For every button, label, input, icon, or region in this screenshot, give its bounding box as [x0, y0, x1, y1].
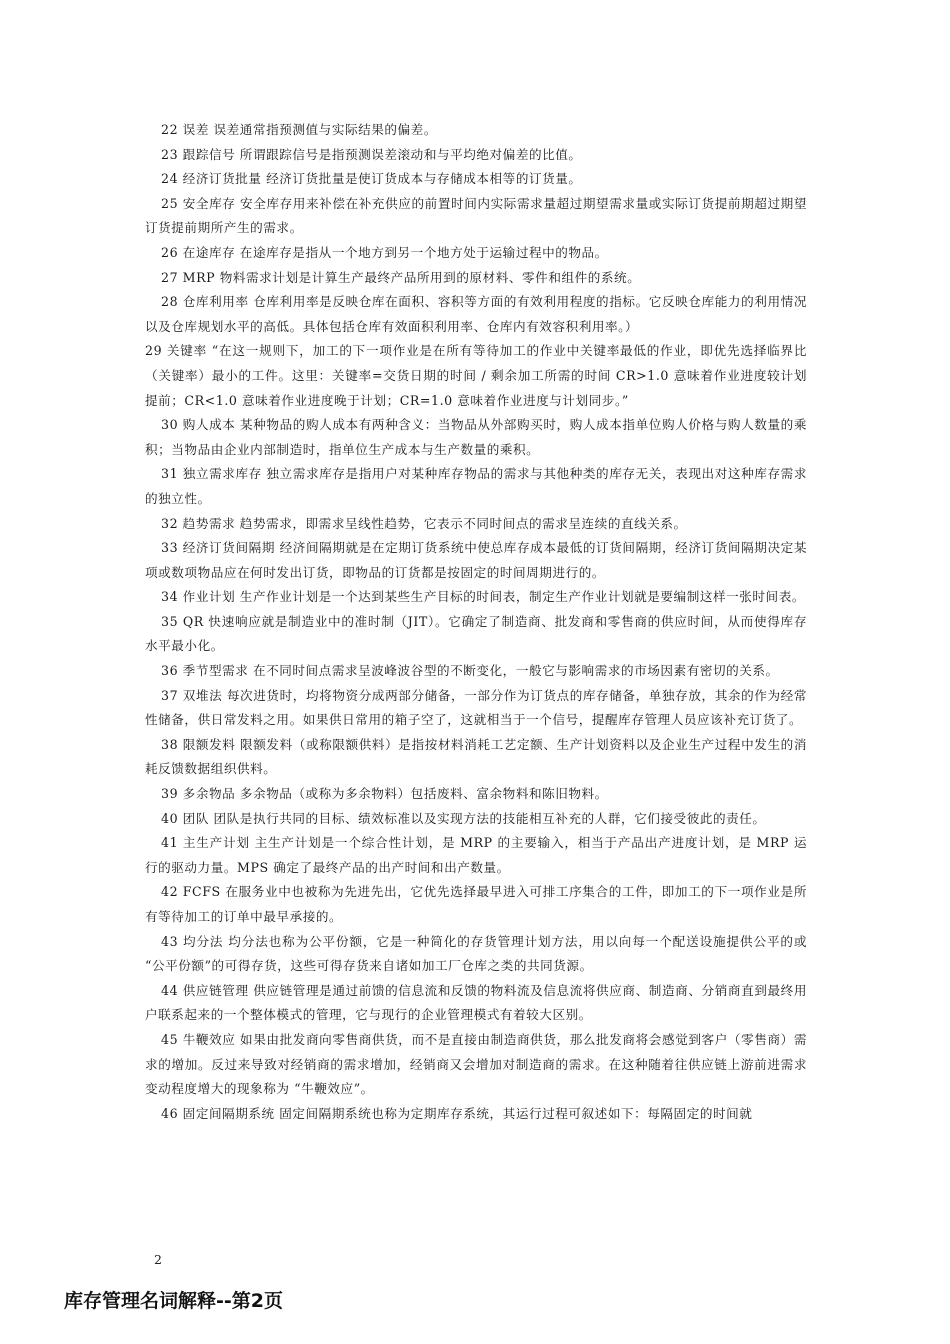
glossary-entry: 31 独立需求库存 独立需求库存是指用户对某种库存物品的需求与其他种类的库存无关，表现出对这种库存需求的独立性。	[145, 466, 807, 506]
glossary-entry: 28 仓库利用率 仓库利用率是反映仓库在面积、容积等方面的有效利用程度的指标。它反映仓库能力的利用情况以及仓库规划水平的高低。具体包括仓库有效面积利用率、仓库内有效容积利用率。）	[145, 294, 807, 334]
glossary-entry: 45 牛鞭效应 如果由批发商向零售商供货，而不是直接由制造商供货，那么批发商将会感觉到客户（零售商）需求的增加。反过来导致对经销商的需求增加，经销商又会增加对制造商的需求。在这种随着往供应链上游前进需求变动程度增大的现象称为 “牛鞭效应”。	[145, 1031, 807, 1097]
glossary-entry: 33 经济订货间隔期 经济间隔期就是在定期订货系统中使总库存成本最低的订货间隔期，经济订货间隔期决定某项或数项物品应在何时发出订货，即物品的订货都是按固定的时间周期进行的。	[145, 540, 807, 580]
glossary-entry: 34 作业计划 生产作业计划是一个达到某些生产目标的时间表，制定生产作业计划就是要编制这样一张时间表。	[161, 589, 805, 605]
glossary-entry: 30 购人成本 某种物品的购人成本有两种含义：当物品从外部购买时，购人成本指单位购人价格与购人数量的乘积；当物品由企业内部制造时，指单位生产成本与生产数量的乘积。	[145, 417, 807, 457]
glossary-entry: 41 主生产计划 主生产计划是一个综合性计划，是 MRP 的主要输入，相当于产品出产进度计划，是 MRP 运行的驱动力量。MPS 确定了最终产品的出产时间和出产数量。	[145, 835, 807, 875]
glossary-entry: 40 团队 团队是执行共同的目标、绩效标准以及实现方法的技能相互补充的人群，它们接受彼此的责任。	[161, 810, 766, 826]
glossary-entry: 35 QR 快速响应就是制造业中的准时制（JIT）。它确定了制造商、批发商和零售商的供应时间，从而使得库存水平最小化。	[145, 613, 807, 654]
glossary-entry: 26 在途库存 在途库存是指从一个地方到另一个地方处于运输过程中的物品。	[161, 244, 608, 260]
glossary-entry: 37 双堆法 每次进货时，均将物资分成两部分储备，一部分作为订货点的库存储备，单独存放，其余的作为经常性储备，供日常发料之用。如果供日常用的箱子空了，这就相当于一个信号，提醒库存管理人员应该补充订货了。	[145, 687, 807, 728]
glossary-entry: 42 FCFS 在服务业中也被称为先进先出，它优先选择最早进入可排工序集合的工件，即加工的下一项作业是所有等待加工的订单中最早承接的。	[145, 884, 807, 924]
page-number: 2	[154, 1252, 162, 1267]
glossary-entry: 46 固定间隔期系统 固定间隔期系统也称为定期库存系统，其运行过程可叙述如下：每隔固定的时间就	[161, 1105, 753, 1121]
glossary-body	[145, 118, 807, 1126]
glossary-entry: 44 供应链管理 供应链管理是通过前馈的信息流和反馈的物料流及信息流将供应商、制造商、分销商直到最终用户联系起来的一个整体模式的管理，它与现行的企业管理模式有着较大区别。	[145, 982, 807, 1023]
glossary-entry: 38 限额发料 限额发料（或称限额供料）是指按材料消耗工艺定额、生产计划资料以及企业生产过程中发生的消耗反馈数据组织供料。	[145, 736, 807, 777]
glossary-entry: 24 经济订货批量 经济订货批量是使订货成本与存储成本相等的订货量。	[161, 171, 582, 187]
glossary-entry: 29 关键率 “在这一规则下，加工的下一项作业是在所有等待加工的作业中关键率最低的作业，即优先选择临界比（关键率）最小的工件。这里：关键率=交货日期的时间 / 剩余加工所需的时间 CR>1.0 意味着作业进度较计划提前；CR<1.0 意味着作业进度晚于计划；CR=1.0 意味着作业进度与计划同步。”	[145, 343, 807, 408]
glossary-entry: 43 均分法 均分法也称为公平份额，它是一种简化的存货管理计划方法，用以向每一个配送设施提供公平的或 “公平份额”的可得存货，这些可得存货来自诸如加工厂仓库之类的共同货源。	[145, 933, 807, 974]
glossary-entry: 39 多余物品 多余物品（或称为多余物料）包括废料、富余物料和陈旧物料。	[161, 786, 608, 802]
footer-title: 库存管理名词解释--第2页	[64, 1290, 283, 1312]
glossary-entry: 25 安全库存 安全库存用来补偿在补充供应的前置时间内实际需求量超过期望需求量或实际订货提前期超过期望订货提前期所产生的需求。	[145, 195, 807, 236]
glossary-entry: 22 误差 误差通常指预测值与实际结果的偏差。	[161, 122, 437, 137]
glossary-entry: 27 MRP 物料需求计划是计算生产最终产品所用到的原材料、零件和组件的系统。	[161, 269, 641, 285]
glossary-entry: 36 季节型需求 在不同时间点需求呈波峰波谷型的不断变化，一般它与影响需求的市场因素有密切的关系。	[161, 663, 779, 679]
glossary-entry: 32 趋势需求 趋势需求，即需求呈线性趋势，它表示不同时间点的需求呈连续的直线关系。	[161, 515, 687, 531]
glossary-entry: 23 跟踪信号 所谓跟踪信号是指预测误差滚动和与平均绝对偏差的比值。	[161, 146, 582, 162]
